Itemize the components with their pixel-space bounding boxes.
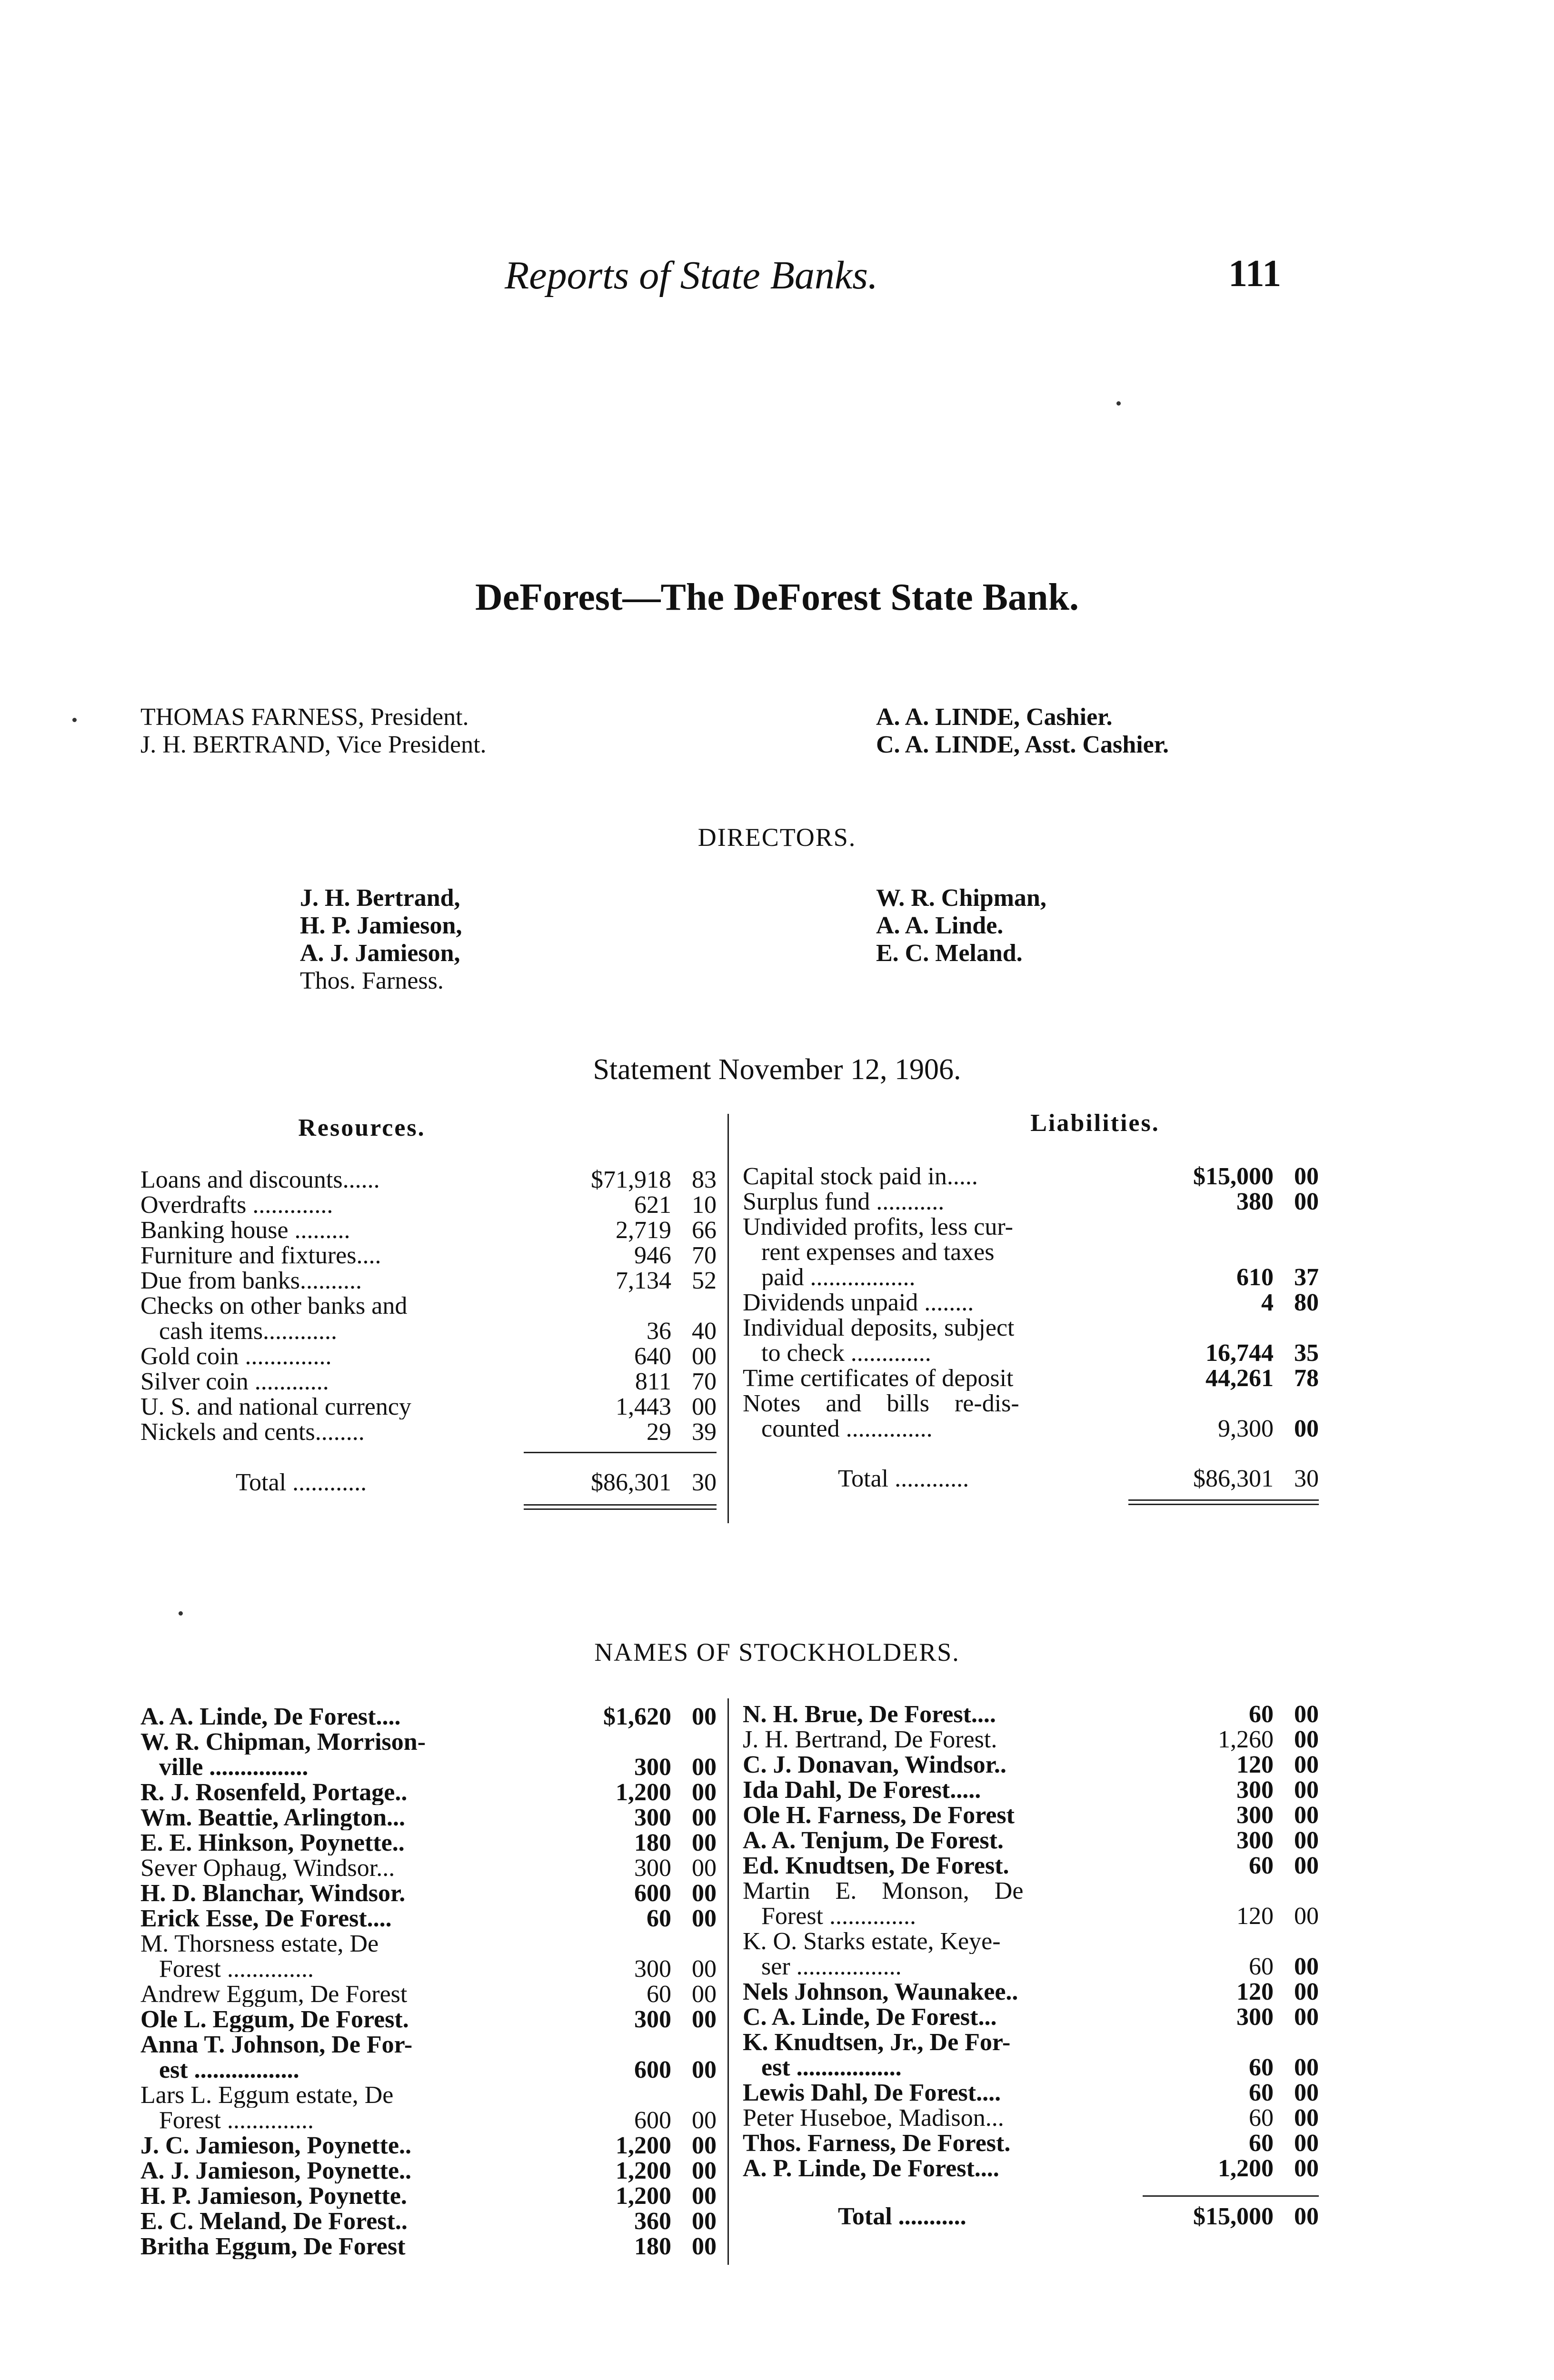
table-row: to check ............. 16,744 35 xyxy=(743,1339,1319,1367)
table-row: Dividends unpaid ........ 4 80 xyxy=(743,1289,1319,1316)
list-item: Britha Eggum, De Forest 180 00 xyxy=(140,2233,717,2260)
liabilities-heading: Liabilities. xyxy=(1030,1110,1160,1137)
table-row: Surplus fund ........... 380 00 xyxy=(743,1188,1319,1215)
total-double-rule xyxy=(524,1504,717,1510)
table-row: Furniture and fixtures.... 946 70 xyxy=(140,1242,717,1269)
list-item: M. Thorsness estate, De xyxy=(140,1931,379,1956)
running-head-title: Reports of State Banks. xyxy=(505,253,878,298)
resources-total xyxy=(140,1470,717,1495)
list-item: R. J. Rosenfeld, Portage.. 1,200 00 xyxy=(140,1779,717,1806)
list-item: Thos. Farness, De Forest. 60 00 xyxy=(743,2130,1319,2157)
table-row: Loans and discounts...... $71,918 83 xyxy=(140,1166,717,1193)
ink-speck xyxy=(72,718,77,722)
list-item: K. Knudtsen, Jr., De For- xyxy=(743,2030,1011,2055)
directors-left xyxy=(300,884,462,995)
list-item: Ole H. Farness, De Forest 300 00 xyxy=(743,1802,1319,1829)
table-row: Silver coin ............ 811 70 xyxy=(140,1368,717,1395)
directors-heading: DIRECTORS. xyxy=(697,823,857,852)
table-row: counted .............. 9,300 00 xyxy=(743,1415,1319,1442)
director-name: A. J. Jamieson, xyxy=(300,940,460,967)
list-item: Andrew Eggum, De Forest 60 00 xyxy=(140,1981,717,2008)
table-row: paid ................. 610 37 xyxy=(743,1264,1319,1291)
list-item: J. C. Jamieson, Poynette.. 1,200 00 xyxy=(140,2132,717,2159)
director-name: J. H. Bertrand, xyxy=(300,884,460,912)
director-name: H. P. Jamieson, xyxy=(300,912,462,939)
list-item: H. D. Blanchar, Windsor. 600 00 xyxy=(140,1880,717,1907)
resources-table xyxy=(140,1167,717,1445)
officer-vice-president: J. H. BERTRAND, Vice President. xyxy=(140,731,487,758)
statement-divider xyxy=(727,1114,729,1523)
list-item: E. C. Meland, De Forest.. 360 00 xyxy=(140,2208,717,2235)
subtotal-rule xyxy=(1143,2195,1319,2197)
list-item: Ed. Knudtsen, De Forest. 60 00 xyxy=(743,1852,1319,1879)
directors-right xyxy=(876,884,1046,967)
officer-president: THOMAS FARNESS, President. xyxy=(140,704,469,731)
table-row: rent expenses and taxes xyxy=(743,1240,995,1265)
table-row: Overdrafts ............. 621 10 xyxy=(140,1191,717,1219)
list-item: Ida Dahl, De Forest..... 300 00 xyxy=(743,1776,1319,1804)
director-name: W. R. Chipman, xyxy=(876,884,1046,912)
list-item: Erick Esse, De Forest.... 60 00 xyxy=(140,1905,717,1932)
liabilities-table xyxy=(743,1164,1319,1441)
list-item: ser ................. 60 00 xyxy=(743,1953,1319,1980)
table-row: Nickels and cents........ 29 39 xyxy=(140,1418,717,1446)
list-item: E. E. Hinkson, Poynette.. 180 00 xyxy=(140,1829,717,1856)
table-row: Banking house ......... 2,719 66 xyxy=(140,1217,717,1244)
list-item: K. O. Starks estate, Keye- xyxy=(743,1929,1001,1954)
list-item: est ................. 600 00 xyxy=(140,2056,717,2083)
list-item: Lewis Dahl, De Forest.... 60 00 xyxy=(743,2079,1319,2106)
ink-speck xyxy=(1116,401,1121,406)
stockholders-left xyxy=(140,1704,717,2259)
list-item: J. H. Bertrand, De Forest. 1,260 00 xyxy=(743,1726,1319,1753)
stockholders-divider xyxy=(727,1698,729,2265)
list-item: C. J. Donavan, Windsor.. 120 00 xyxy=(743,1751,1319,1778)
officers-left xyxy=(140,704,487,759)
stockholders-right xyxy=(743,1702,1319,2181)
director-name: Thos. Farness. xyxy=(300,967,444,994)
stockholders-heading: NAMES OF STOCKHOLDERS. xyxy=(594,1638,960,1666)
list-item: Wm. Beattie, Arlington... 300 00 xyxy=(140,1804,717,1831)
list-item: Lars L. Eggum estate, De xyxy=(140,2082,394,2108)
list-item: H. P. Jamieson, Poynette. 1,200 00 xyxy=(140,2182,717,2210)
total-row: Total ............ $86,301 30 xyxy=(838,1465,1319,1492)
table-row: Notes and bills re-dis- xyxy=(743,1391,1019,1416)
statement-title: Statement November 12, 1906. xyxy=(593,1053,961,1086)
total-row: Total ........... $15,000 00 xyxy=(838,2203,1319,2230)
list-item: Nels Johnson, Waunakee.. 120 00 xyxy=(743,1978,1319,2005)
table-row: Undivided profits, less cur- xyxy=(743,1214,1013,1240)
list-item: Forest .............. 600 00 xyxy=(140,2107,717,2134)
director-name: E. C. Meland. xyxy=(876,940,1023,967)
table-row: cash items............ 36 40 xyxy=(140,1318,717,1345)
resources-heading: Resources. xyxy=(298,1114,426,1141)
director-name: A. A. Linde. xyxy=(876,912,1004,939)
list-item: A. A. Tenjum, De Forest. 300 00 xyxy=(743,1827,1319,1854)
list-item: ville ................ 300 00 xyxy=(140,1754,717,1781)
liabilities-total xyxy=(743,1466,1319,1491)
bank-title: DeForest—The DeForest State Bank. xyxy=(475,576,1079,618)
total-double-rule xyxy=(1128,1499,1319,1505)
list-item: Forest .............. 120 00 xyxy=(743,1903,1319,1930)
list-item: C. A. Linde, De Forest... 300 00 xyxy=(743,2003,1319,2031)
table-row: Individual deposits, subject xyxy=(743,1315,1015,1340)
subtotal-rule xyxy=(524,1452,717,1453)
officer-asst-cashier: C. A. LINDE, Asst. Cashier. xyxy=(876,731,1169,758)
table-row: Gold coin .............. 640 00 xyxy=(140,1343,717,1370)
page-number: 111 xyxy=(1228,253,1282,295)
table-row: Checks on other banks and xyxy=(140,1293,408,1319)
list-item: est ................. 60 00 xyxy=(743,2054,1319,2081)
list-item: Ole L. Eggum, De Forest. 300 00 xyxy=(140,2006,717,2033)
table-row: Capital stock paid in..... $15,000 00 xyxy=(743,1163,1319,1190)
table-row: U. S. and national currency 1,443 00 xyxy=(140,1393,717,1420)
list-item: Forest .............. 300 00 xyxy=(140,1955,717,1983)
list-item: W. R. Chipman, Morrison- xyxy=(140,1729,426,1755)
list-item: N. H. Brue, De Forest.... 60 00 xyxy=(743,1701,1319,1728)
ink-speck xyxy=(179,1611,183,1616)
table-row: Time certificates of deposit 44,261 78 xyxy=(743,1365,1319,1392)
list-item: A. P. Linde, De Forest.... 1,200 00 xyxy=(743,2155,1319,2182)
total-row: Total ............ $86,301 30 xyxy=(236,1469,717,1496)
officers-right xyxy=(876,704,1169,759)
list-item: Anna T. Johnson, De For- xyxy=(140,2032,413,2057)
list-item: Peter Huseboe, Madison... 60 00 xyxy=(743,2104,1319,2132)
list-item: A. J. Jamieson, Poynette.. 1,200 00 xyxy=(140,2157,717,2184)
list-item: Martin E. Monson, De xyxy=(743,1878,1024,1904)
table-row: Due from banks.......... 7,134 52 xyxy=(140,1267,717,1294)
stockholders-total xyxy=(743,2204,1319,2229)
list-item: Sever Ophaug, Windsor... 300 00 xyxy=(140,1854,717,1882)
list-item: A. A. Linde, De Forest.... $1,620 00 xyxy=(140,1703,717,1730)
officer-cashier: A. A. LINDE, Cashier. xyxy=(876,704,1113,731)
